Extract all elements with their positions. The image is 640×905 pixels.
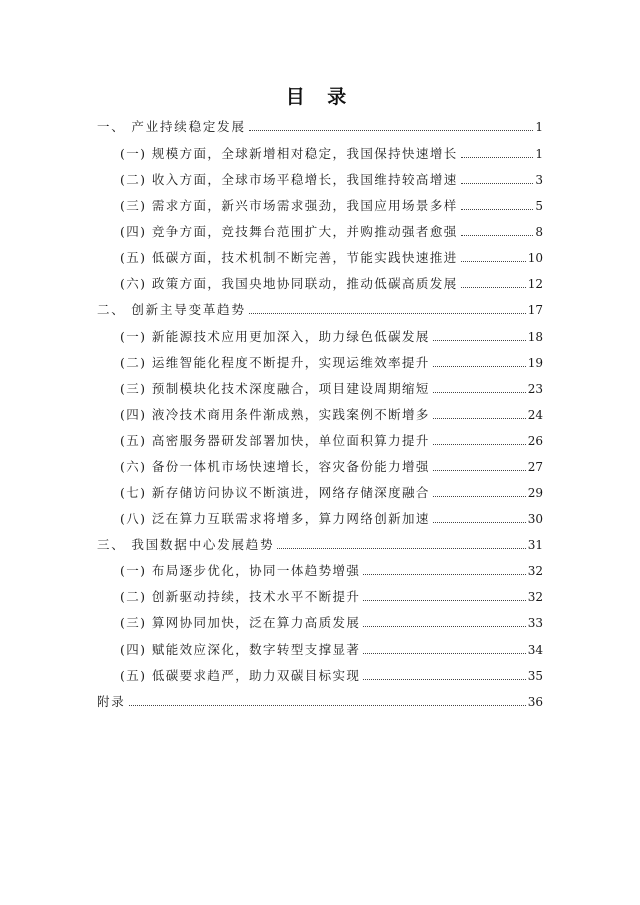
dot-leader: [363, 600, 525, 601]
dot-leader: [461, 183, 534, 184]
toc-entry-label: 二、 创新主导变革趋势: [97, 302, 246, 317]
toc-entry[interactable]: [120, 611, 543, 631]
toc-entry-label: (一) 新能源技术应用更加深入，助力绿色低碳发展: [120, 329, 430, 344]
toc-entry[interactable]: [120, 481, 543, 501]
toc-entry[interactable]: [120, 455, 543, 475]
dot-leader: [249, 313, 526, 314]
toc-entry[interactable]: [120, 403, 543, 423]
toc-page-number: 10: [527, 251, 543, 265]
dot-leader: [461, 235, 534, 236]
dot-leader: [433, 366, 526, 367]
toc-entry[interactable]: [120, 220, 543, 240]
toc-page-number: 32: [527, 564, 543, 578]
toc-page-number: 17: [527, 303, 543, 317]
toc-page-number: 8: [535, 225, 543, 239]
toc-page-number: 1: [535, 147, 543, 161]
toc-page-number: 23: [527, 382, 543, 396]
toc-entry-label: 三、 我国数据中心发展趋势: [97, 537, 275, 552]
dot-leader: [433, 522, 526, 523]
dot-leader: [461, 157, 534, 158]
toc-entry-label: (四) 液冷技术商用条件渐成熟，实践案例不断增多: [120, 407, 430, 422]
dot-leader: [461, 287, 526, 288]
toc-entry-label: (四) 竞争方面，竞技舞台范围扩大，并购推动强者愈强: [120, 224, 458, 239]
toc-entry-label: (七) 新存储访问协议不断演进，网络存储深度融合: [120, 485, 430, 500]
toc-page-number: 12: [527, 277, 543, 291]
toc-page-number: 33: [527, 616, 543, 630]
toc-entry[interactable]: [120, 559, 543, 579]
dot-leader: [433, 392, 526, 393]
toc-entry[interactable]: [97, 298, 543, 318]
dot-leader: [129, 705, 526, 706]
toc-entry-label: (六) 政策方面，我国央地协同联动，推动低碳高质发展: [120, 276, 458, 291]
toc-entry-label: (二) 收入方面，全球市场平稳增长，我国维持较高增速: [120, 172, 458, 187]
toc-page-number: 1: [535, 120, 543, 134]
toc-page-number: 32: [527, 590, 543, 604]
toc-entry[interactable]: [120, 429, 543, 449]
toc-entry[interactable]: [97, 690, 543, 710]
toc-title: 目 录: [285, 86, 355, 108]
toc-entry-label: (一) 布局逐步优化，协同一体趋势增强: [120, 563, 361, 578]
toc-entry[interactable]: [97, 115, 543, 135]
toc-entry[interactable]: [97, 533, 543, 553]
toc-entry[interactable]: [120, 585, 543, 605]
dot-leader: [363, 679, 525, 680]
toc-entry[interactable]: [120, 507, 543, 527]
dot-leader: [433, 340, 526, 341]
dot-leader: [461, 261, 526, 262]
toc-entry[interactable]: [120, 272, 543, 292]
toc-entry[interactable]: [120, 142, 543, 162]
toc-entry[interactable]: [120, 664, 543, 684]
toc-entry-label: (四) 赋能效应深化，数字转型支撑显著: [120, 642, 361, 657]
toc-entry-label: (一) 规模方面，全球新增相对稳定，我国保持快速增长: [120, 146, 458, 161]
toc-entry-label: (八) 泛在算力互联需求将增多，算力网络创新加速: [120, 511, 430, 526]
toc-page-number: 19: [527, 356, 543, 370]
toc-page-number: 5: [535, 199, 543, 213]
toc-page-number: 24: [527, 408, 543, 422]
toc-page-number: 26: [527, 434, 543, 448]
toc-page-number: 29: [527, 486, 543, 500]
toc-page-number: 35: [527, 669, 543, 683]
toc-entry[interactable]: [120, 638, 543, 658]
toc-entry-label: (五) 高密服务器研发部署加快，单位面积算力提升: [120, 433, 430, 448]
toc-entry-label: (六) 备份一体机市场快速增长，容灾备份能力增强: [120, 459, 430, 474]
toc-page-number: 18: [527, 330, 543, 344]
dot-leader: [249, 130, 534, 131]
toc-page-number: 3: [535, 173, 543, 187]
toc-entry-label: (二) 运维智能化程度不断提升，实现运维效率提升: [120, 355, 430, 370]
toc-page-number: 34: [527, 643, 543, 657]
toc-entry-label: 一、 产业持续稳定发展: [97, 119, 246, 134]
toc-entry-label: (三) 需求方面，新兴市场需求强劲，我国应用场景多样: [120, 198, 458, 213]
dot-leader: [433, 496, 526, 497]
toc-entry-label: 附录: [97, 694, 126, 709]
toc-entry[interactable]: [120, 325, 543, 345]
toc-entry-label: (三) 算网协同加快，泛在算力高质发展: [120, 615, 361, 630]
toc-entry[interactable]: [120, 246, 543, 266]
toc-page-number: 36: [527, 695, 543, 709]
toc-entry-label: (五) 低碳要求趋严，助力双碳目标实现: [120, 668, 361, 683]
toc-entry-label: (三) 预制模块化技术深度融合，项目建设周期缩短: [120, 381, 430, 396]
toc-page-number: 30: [527, 512, 543, 526]
toc-page-number: 31: [527, 538, 543, 552]
dot-leader: [433, 418, 526, 419]
dot-leader: [461, 209, 534, 210]
toc-entry[interactable]: [120, 168, 543, 188]
toc-entry[interactable]: [120, 194, 543, 214]
dot-leader: [363, 574, 525, 575]
toc-entry[interactable]: [120, 351, 543, 371]
dot-leader: [277, 548, 525, 549]
dot-leader: [363, 653, 525, 654]
dot-leader: [433, 470, 526, 471]
toc-entry-label: (五) 低碳方面，技术机制不断完善，节能实践快速推进: [120, 250, 458, 265]
toc-entry[interactable]: [120, 377, 543, 397]
toc-entry-label: (二) 创新驱动持续，技术水平不断提升: [120, 589, 361, 604]
dot-leader: [433, 444, 526, 445]
toc-page-number: 27: [527, 460, 543, 474]
dot-leader: [363, 626, 525, 627]
